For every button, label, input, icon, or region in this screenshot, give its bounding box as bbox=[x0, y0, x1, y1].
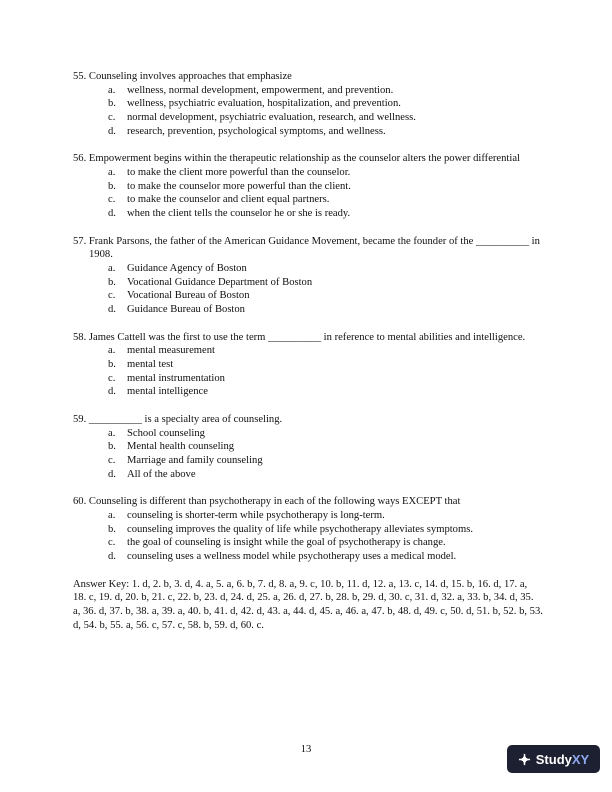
option-letter: b. bbox=[108, 276, 116, 288]
option-letter: c. bbox=[108, 372, 116, 384]
question-59 bbox=[73, 413, 543, 482]
option-text: All of the above bbox=[127, 468, 196, 480]
question-stem: 56. Empowerment begins within the therapeutic relationship as the counselor alters the power differential bbox=[73, 153, 520, 165]
option-letter: d. bbox=[108, 386, 116, 398]
option-letter: a. bbox=[108, 167, 116, 179]
option-c bbox=[73, 193, 543, 207]
page-number: 13 bbox=[300, 744, 312, 755]
question-60 bbox=[73, 495, 543, 564]
option-text: when the client tells the counselor he or she is ready. bbox=[127, 208, 351, 220]
options-list bbox=[73, 84, 543, 139]
option-d bbox=[73, 385, 543, 399]
option-letter: b. bbox=[108, 180, 116, 192]
option-a bbox=[73, 427, 543, 441]
option-b bbox=[73, 358, 543, 372]
option-letter: a. bbox=[108, 509, 116, 521]
question-stem: 60. Counseling is different than psychotherapy in each of the following ways EXCEPT that bbox=[73, 496, 461, 508]
option-c bbox=[73, 536, 543, 550]
question-55 bbox=[73, 70, 543, 139]
option-text: Guidance Bureau of Boston bbox=[127, 304, 245, 316]
option-d bbox=[73, 303, 543, 317]
option-text: counseling is shorter-term while psychotherapy is long-term. bbox=[127, 509, 385, 521]
option-c bbox=[73, 372, 543, 386]
question-stem: 57. Frank Parsons, the father of the American Guidance Movement, became the founder of the __________ in 1908. bbox=[73, 235, 540, 261]
studyxy-badge[interactable] bbox=[507, 745, 600, 773]
option-a bbox=[73, 344, 543, 358]
option-letter: c. bbox=[108, 112, 116, 124]
option-text: research, prevention, psychological symptoms, and wellness. bbox=[127, 125, 386, 137]
option-b bbox=[73, 276, 543, 290]
option-letter: b. bbox=[108, 441, 116, 453]
question-56 bbox=[73, 152, 543, 221]
option-letter: b. bbox=[108, 523, 116, 535]
option-text: mental instrumentation bbox=[127, 372, 225, 384]
question-stem: 59. __________ is a specialty area of counseling. bbox=[73, 413, 283, 425]
option-letter: a. bbox=[108, 263, 116, 275]
option-text: Mental health counseling bbox=[127, 441, 235, 453]
option-letter: a. bbox=[108, 84, 116, 96]
option-text: counseling improves the quality of life while psychotherapy alleviates symptoms. bbox=[127, 523, 473, 535]
option-text: mental intelligence bbox=[127, 386, 208, 398]
option-text: counseling uses a wellness model while psychotherapy uses a medical model. bbox=[127, 551, 457, 563]
option-letter: d. bbox=[108, 208, 116, 220]
option-letter: a. bbox=[108, 427, 116, 439]
answer-key: Answer Key: 1. d, 2. b, 3. d, 4. a, 5. a, 6. b, 7. d, 8. a, 9. c, 10. b, 11. d, 12. a, 13. c, 14. d, 15. b, 16. d, 17. a, 18. c, 19. d, 20. b, 21. c, 22. b, 23. d, 24. d, 25. a, 26. d, 27. b, 28. b, 29. d, 30. c, 31. d, 32. a, 33. b, 34. d, 35. a, 36. d, 37. b, 38. a, 39. a, 40. b, 41. d, 42. d, 43. a, 44. d, 45. a, 46. a, 47. b, 48. d, 49. c, 50. d, 51. b, 52. b, 53. d, 54. b, 55. a, 56. c, 57. c, 58. b, 59. d, 60. c. bbox=[73, 578, 543, 631]
option-a bbox=[73, 166, 543, 180]
options-list bbox=[73, 509, 543, 564]
option-b bbox=[73, 523, 543, 537]
option-d bbox=[73, 207, 543, 221]
option-b bbox=[73, 440, 543, 454]
option-b bbox=[73, 97, 543, 111]
options-list bbox=[73, 262, 543, 317]
option-letter: c. bbox=[108, 455, 116, 467]
option-text: wellness, normal development, empowerment, and prevention. bbox=[127, 84, 394, 96]
option-a bbox=[73, 84, 543, 98]
option-letter: b. bbox=[108, 359, 116, 371]
option-text: School counseling bbox=[127, 427, 205, 439]
option-text: to make the client more powerful than the counselor. bbox=[127, 167, 351, 179]
options-list bbox=[73, 344, 543, 399]
option-text: normal development, psychiatric evaluation, research, and wellness. bbox=[127, 112, 416, 124]
option-c bbox=[73, 454, 543, 468]
option-b bbox=[73, 180, 543, 194]
plus-icon bbox=[518, 753, 531, 766]
option-text: the goal of counseling is insight while the goal of psychotherapy is change. bbox=[127, 537, 446, 549]
option-text: Marriage and family counseling bbox=[127, 455, 263, 467]
brand-accent: XY bbox=[571, 751, 590, 767]
option-letter: d. bbox=[108, 551, 116, 563]
option-text: wellness, psychiatric evaluation, hospitalization, and prevention. bbox=[127, 98, 401, 110]
option-a bbox=[73, 509, 543, 523]
option-letter: a. bbox=[108, 345, 116, 357]
option-letter: b. bbox=[108, 98, 116, 110]
option-letter: d. bbox=[108, 304, 116, 316]
option-d bbox=[73, 125, 543, 139]
option-c bbox=[73, 289, 543, 303]
option-letter: c. bbox=[108, 290, 116, 302]
option-text: to make the counselor more powerful than the client. bbox=[127, 180, 351, 192]
option-d bbox=[73, 468, 543, 482]
question-57 bbox=[73, 235, 543, 317]
option-text: mental measurement bbox=[127, 345, 215, 357]
question-stem: 55. Counseling involves approaches that emphasize bbox=[73, 71, 292, 82]
option-text: to make the counselor and client equal partners. bbox=[127, 194, 330, 206]
question-stem: 58. James Cattell was the first to use the term __________ in reference to mental abilities and intelligence. bbox=[73, 331, 526, 343]
option-text: Guidance Agency of Boston bbox=[127, 263, 247, 275]
question-58 bbox=[73, 331, 543, 400]
option-c bbox=[73, 111, 543, 125]
option-letter: d. bbox=[108, 468, 116, 480]
option-letter: d. bbox=[108, 125, 116, 137]
brand-name: Study bbox=[535, 751, 572, 767]
option-a bbox=[73, 262, 543, 276]
option-text: Vocational Guidance Department of Boston bbox=[127, 276, 313, 288]
options-list bbox=[73, 166, 543, 221]
option-letter: c. bbox=[108, 537, 116, 549]
page-content bbox=[73, 70, 543, 632]
option-text: mental test bbox=[127, 359, 174, 371]
options-list bbox=[73, 427, 543, 482]
option-d bbox=[73, 550, 543, 564]
option-text: Vocational Bureau of Boston bbox=[127, 290, 250, 302]
option-letter: c. bbox=[108, 194, 116, 206]
